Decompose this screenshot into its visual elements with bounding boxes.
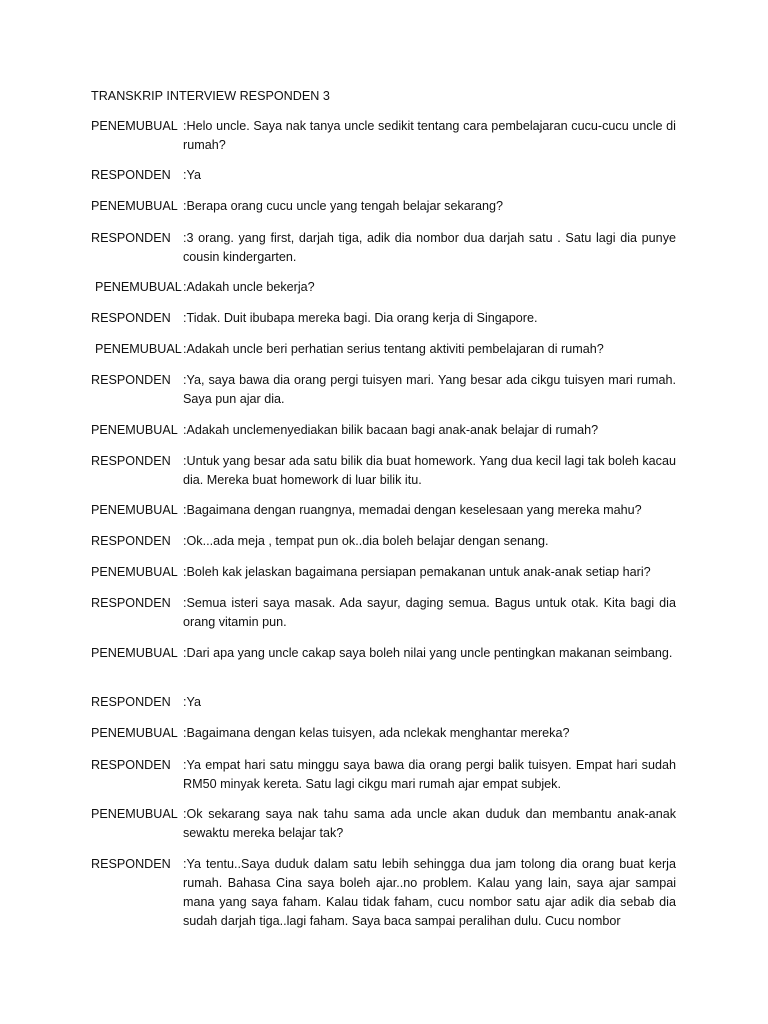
speaker-label: PENEMUBUAL xyxy=(91,807,178,821)
utterance-text: :Boleh kak jelaskan bagaimana persiapan pemakanan untuk anak-anak setiap hari? xyxy=(183,565,651,579)
utterance-text: :Bagaimana dengan ruangnya, memadai dengan keselesaan yang mereka mahu? xyxy=(183,503,642,517)
speaker-label: RESPONDEN xyxy=(91,454,171,468)
utterance-text: :Bagaimana dengan kelas tuisyen, ada nclekak menghantar mereka? xyxy=(183,726,570,740)
utterance-text: :Ya empat hari satu minggu saya bawa dia orang pergi balik tuisyen. Empat hari sudah RM50 minyak kereta. Satu lagi cikgu mari rumah ajar empat subjek. xyxy=(183,758,676,791)
speaker-label: PENEMUBUAL xyxy=(91,726,178,740)
speaker-label: RESPONDEN xyxy=(91,168,171,182)
utterance-text: :Helo uncle. Saya nak tanya uncle sedikit tentang cara pembelajaran cucu-cucu uncle di rumah? xyxy=(183,119,676,152)
utterance-text: :Tidak. Duit ibubapa mereka bagi. Dia orang kerja di Singapore. xyxy=(183,311,538,325)
utterance-text: :Ya, saya bawa dia orang pergi tuisyen mari. Yang besar ada cikgu tuisyen mari rumah. Saya pun ajar dia. xyxy=(183,373,676,406)
speaker-label: RESPONDEN xyxy=(91,857,171,871)
speaker-label: RESPONDEN xyxy=(91,231,171,245)
speaker-label: RESPONDEN xyxy=(91,311,171,325)
speaker-label: RESPONDEN xyxy=(91,596,171,610)
speaker-label: PENEMUBUAL xyxy=(91,565,178,579)
utterance-text: :Dari apa yang uncle cakap saya boleh nilai yang uncle pentingkan makanan seimbang. xyxy=(183,646,673,660)
utterance-text: :Ya xyxy=(183,695,201,709)
speaker-label: PENEMUBUAL xyxy=(91,503,178,517)
utterance-text: :Adakah unclemenyediakan bilik bacaan bagi anak-anak belajar di rumah? xyxy=(183,423,599,437)
speaker-label: RESPONDEN xyxy=(91,534,171,548)
speaker-label: RESPONDEN xyxy=(91,373,171,387)
utterance-text: :Adakah uncle beri perhatian serius tentang aktiviti pembelajaran di rumah? xyxy=(183,342,604,356)
utterance-text: :Untuk yang besar ada satu bilik dia buat homework. Yang dua kecil lagi tak boleh kacau dia. Mereka buat homework di luar bilik itu. xyxy=(183,454,676,487)
speaker-label: PENEMUBUAL xyxy=(91,423,178,437)
utterance-text: :Semua isteri saya masak. Ada sayur, daging semua. Bagus untuk otak. Kita bagi dia orang vitamin pun. xyxy=(183,596,676,629)
utterance-text: :Adakah uncle bekerja? xyxy=(183,280,315,294)
utterance-text: :Berapa orang cucu uncle yang tengah belajar sekarang? xyxy=(183,199,503,213)
speaker-label: PENEMUBUAL xyxy=(91,119,178,133)
utterance-text: :3 orang. yang first, darjah tiga, adik dia nombor dua darjah satu . Satu lagi dia punye cousin kindergarten. xyxy=(183,231,676,264)
utterance-text: :Ok sekarang saya nak tahu sama ada uncle akan duduk dan membantu anak-anak sewaktu mereka belajar tak? xyxy=(183,807,676,840)
speaker-label: PENEMUBUAL xyxy=(91,199,178,213)
utterance-text: :Ok...ada meja , tempat pun ok..dia boleh belajar dengan senang. xyxy=(183,534,549,548)
document-title: TRANSKRIP INTERVIEW RESPONDEN 3 xyxy=(91,89,330,103)
speaker-label: RESPONDEN xyxy=(91,758,171,772)
utterance-text: :Ya tentu..Saya duduk dalam satu lebih sehingga dua jam tolong dia orang buat kerja rumah. Bahasa Cina saya boleh ajar..no problem. Kalau yang lain, saya ajar sampai mana yang saya faham. Kalau tidak faham, cucu nombor satu ajar adik dia sebab dia sudah darjah tiga..lagi faham. Saya baca sampai peralihan dulu. Cucu nombor xyxy=(183,857,676,928)
speaker-label: PENEMUBUAL xyxy=(91,646,178,660)
speaker-label: RESPONDEN xyxy=(91,695,171,709)
utterance-text: :Ya xyxy=(183,168,201,182)
speaker-label: PENEMUBUAL xyxy=(95,342,182,356)
speaker-label: PENEMUBUAL xyxy=(95,280,182,294)
